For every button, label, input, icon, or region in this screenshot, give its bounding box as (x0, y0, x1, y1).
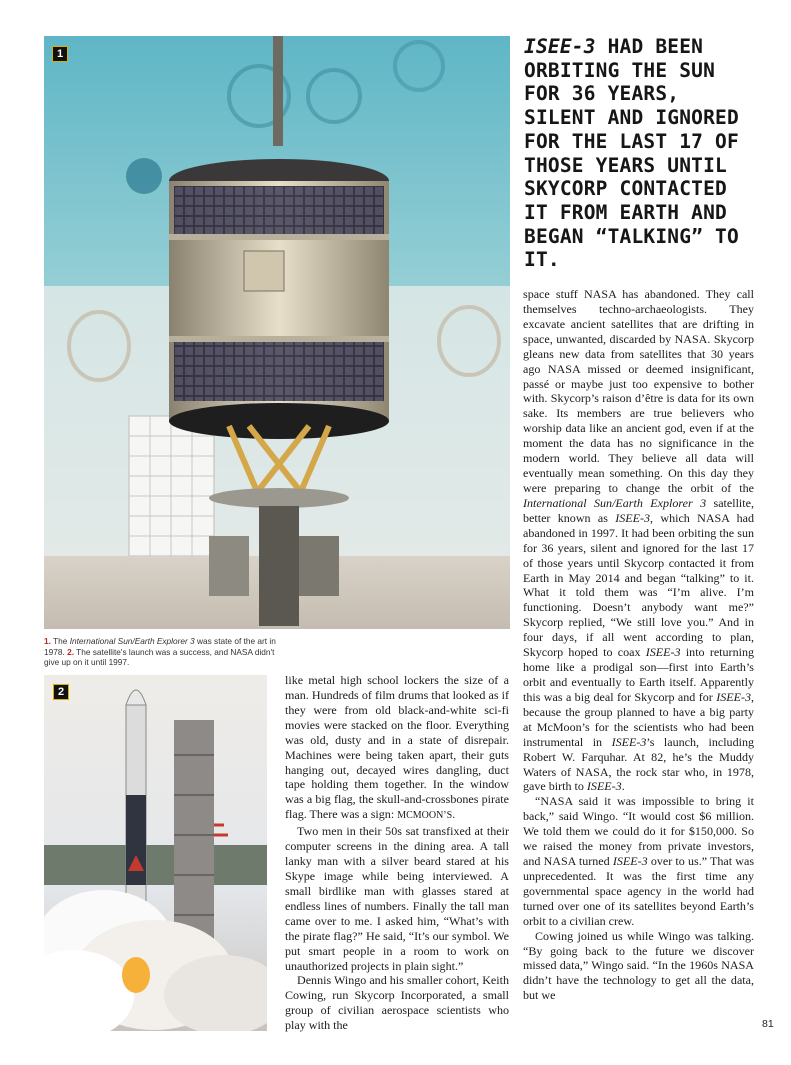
paragraph: Cowing joined us while Wingo was talking. “By going back to the future we discover missed data,” Wingo said. “In the 1960s NASA didn’t have the technology to get all the data, but we (523, 928, 754, 1003)
paragraph: Two men in their 50s sat transfixed at their computer screens in the dining area. A tall lanky man with a silver beard stared at his Skype image while being interviewed. A small birdlike man with glasses stared at endless lines of numbers. Finally the tall man came over to me. I asked him, “What’s with the pirate flag?” He said, “It’s our symbol. We put smart people in a room to work on unauthorized projects in plain sight.” (285, 824, 509, 973)
italic-text: ISEE-3 (611, 734, 647, 749)
text: “NASA said it was impossible to bring it back,” said Wingo. “It would cost $6 million. We told them we could do it for $150,000. So we raised the money from private investors, and NASA turned (523, 794, 754, 869)
caption-text: was state of the art in 1978. (44, 636, 276, 657)
pull-quote-headline (524, 35, 754, 272)
caption-number: 2. (67, 646, 74, 657)
photo-number-badge: 2 (53, 684, 69, 700)
text: . (452, 807, 456, 822)
text: space stuff NASA has abandoned. They call themselves techno-archaeologists. They excavate ancient satellites that are drifting in space, unwanted, discarded by NASA. Skycorp gleans new data from satellites that 30 years ago NASA missed or deemed insignificant, passé or maybe just too expensive to bother with. Skycorp’s raison d’être is data for its own sake. Its members are true believers who worship data like an ancient god, even if at the moment the data has no significance in the modern world. They believe all data will eventually mean something. On this day they were preparing to change the orbit of the (523, 287, 754, 495)
italic-text: ISEE-3 (612, 854, 648, 869)
text: ’s launch, including Robert W. Farquhar. At 82, he’s the Muddy Waters of NASA, the rock star who, in 1978, gave birth to (523, 734, 754, 794)
photo-caption (44, 636, 276, 668)
italic-text: ISEE-3 (586, 779, 622, 794)
paragraph (523, 287, 754, 794)
sign-text: MCMOON’S (397, 810, 453, 822)
text: like metal high school lockers the size of a man. Hundreds of film drums that looked as if they were from old black-and-white sci-fi movies were stacked on the floor. Everything was old, dusty and in a state of disrepair. Machines were being taken apart, their guts hanging out, decayed wires dangling, duct tape holding them together. In the window was a big flag, the skull-and-crossbones pirate flag. There was a sign: (285, 673, 509, 822)
text: into returning home like a prodigal son—first into Earth’s orbit and eventually to Earth itself. Apparently this was a big deal for Skycorp and for (523, 645, 754, 704)
page-number: 81 (762, 1018, 774, 1030)
italic-text: ISEE-3 (615, 510, 651, 525)
rocket-illustration (44, 675, 267, 1031)
paragraph (523, 794, 754, 928)
italic-text: ISEE-3 (716, 689, 751, 704)
paragraph (285, 673, 509, 824)
headline-italic: ISEE-3 (524, 35, 596, 58)
text: . (621, 779, 625, 794)
text: satellite, better known as (523, 495, 754, 525)
text: over to us.” That was unprecedented. It was the first time any governmental space agency in the world had turned over one of its satellites beyond Earth’s orbit to a civilian crew. (523, 854, 755, 928)
italic-text: ISEE-3 (645, 645, 681, 660)
headline-text: HAD BEEN ORBITING THE SUN FOR 36 YEARS, SILENT AND IGNORED FOR THE LAST 17 OF THOSE YEARS UNTIL SKYCORP CONTACTED IT FROM EARTH AND BEGAN “TALKING” TO IT. (524, 35, 739, 272)
text: , because the group planned to have a big party at McMoon’s for the scientists who had been instrumental in (523, 689, 754, 749)
satellite-illustration (44, 36, 510, 629)
article-column-middle (285, 673, 509, 1033)
italic-text: International Sun/Earth Explorer 3 (523, 495, 707, 510)
article-column-right (523, 287, 754, 1003)
photo-number-badge: 1 (52, 46, 68, 62)
satellite-photo (44, 36, 510, 629)
caption-number: 1. (44, 636, 51, 646)
caption-italic: International Sun/Earth Explorer 3 (69, 636, 195, 646)
text: , which NASA had abandoned in 1997. It had been orbiting the sun for 36 years, silent and ignored for the last 17 of those years until Skycorp contacted it from Earth in May 2014 and began “talking” to it. What it told them was “I’m alive. I’m functioning. Doesn’t anybody want me?” Skycorp replied, “We still love you.” And in four days, if all went according to plan, Skycorp hoped to coax (523, 510, 754, 660)
caption-text: The (53, 636, 70, 646)
rocket-launch-photo (44, 675, 267, 1031)
caption-text: The satellite's launch was a success, and NASA didn't give up on it until 1997. (44, 646, 275, 667)
paragraph: Dennis Wingo and his smaller cohort, Keith Cowing, run Skycorp Incorporated, a small group of civilian aerospace scientists who play with the (285, 973, 509, 1033)
